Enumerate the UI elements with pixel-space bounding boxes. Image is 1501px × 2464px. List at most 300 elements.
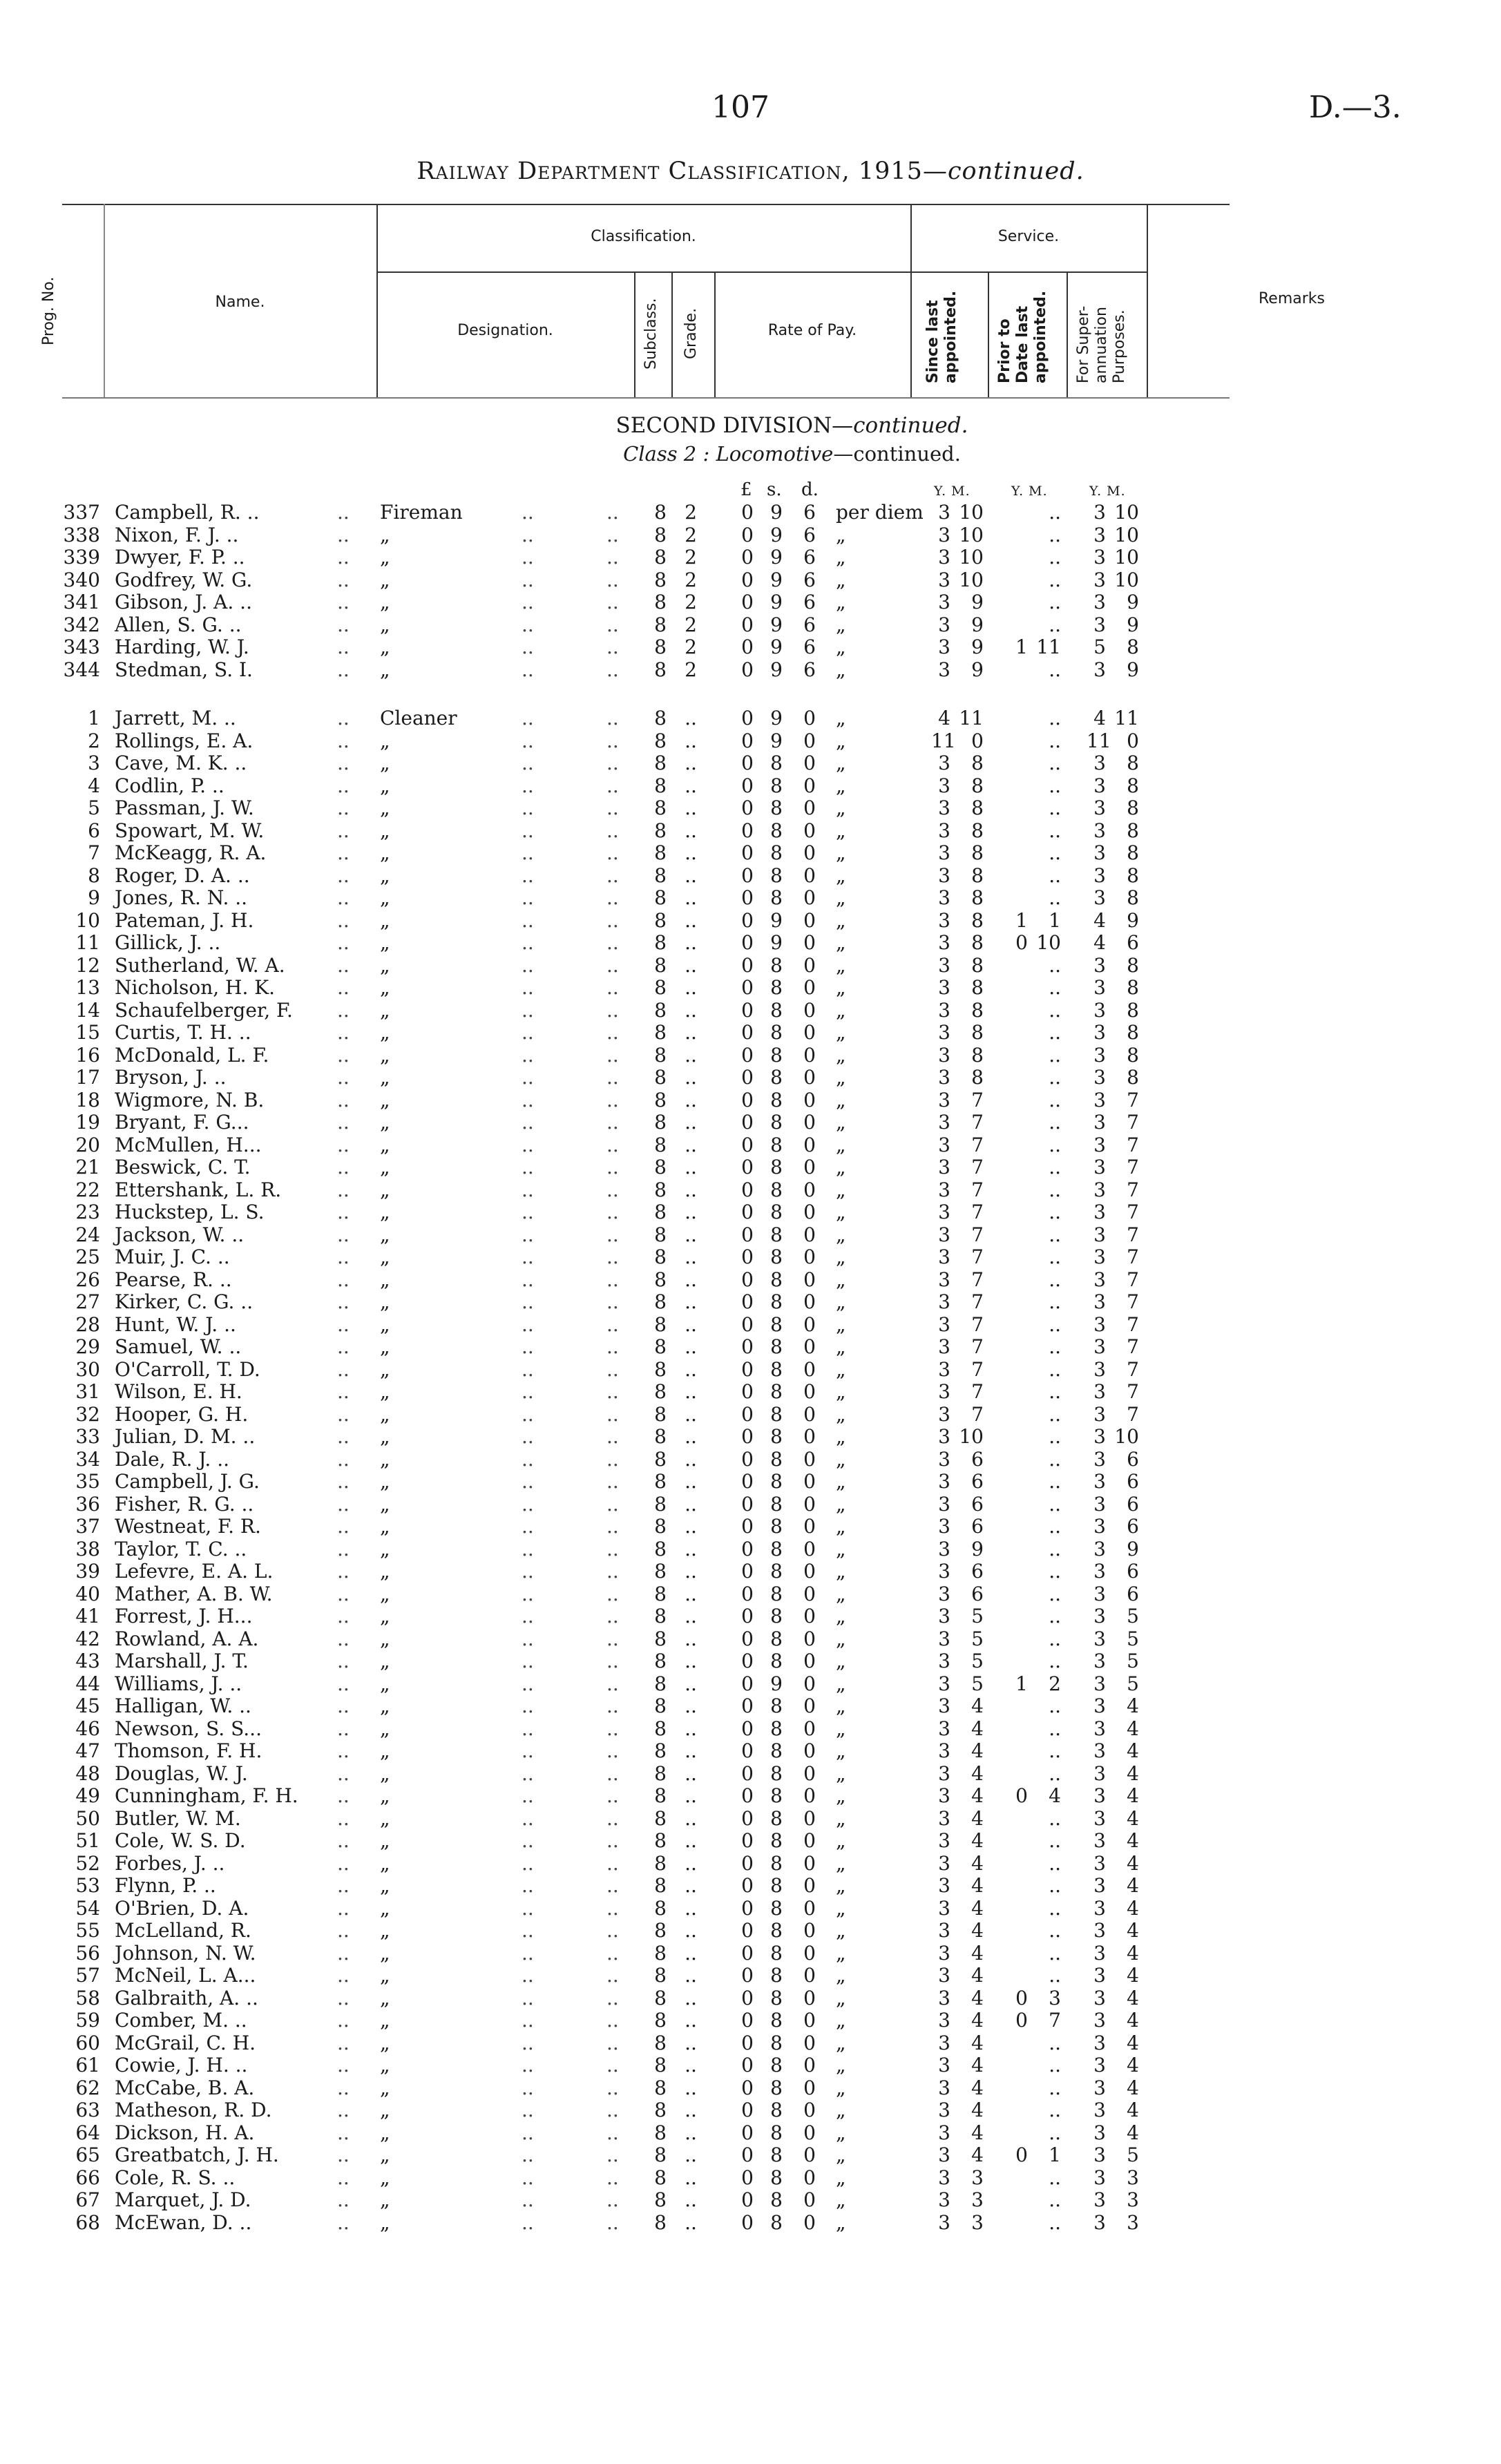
leader-dots: .. (337, 1402, 350, 1426)
leader-dots: .. (337, 796, 350, 819)
leader-dots: .. (606, 1066, 619, 1089)
grade: .. (685, 1986, 697, 2009)
pay-shillings: 8 (770, 1425, 783, 1448)
staff-name: Beswick, C. T. (115, 1156, 251, 1178)
leader-dots: .. (606, 1380, 619, 1403)
super-months: 4 (1127, 1964, 1139, 1987)
grade: 2 (685, 613, 697, 636)
leader-dots: .. (606, 658, 619, 681)
staff-name: Wigmore, N. B. (115, 1088, 265, 1111)
pay-period: „ (836, 2210, 846, 2234)
pay-pounds: 0 (741, 1088, 754, 1111)
designation: „ (380, 976, 390, 999)
since-years: 3 (938, 1739, 950, 1762)
leader-dots: .. (606, 1537, 619, 1560)
table-row (0, 752, 1501, 775)
subclass: 8 (654, 1021, 667, 1044)
since-years: 3 (938, 523, 950, 546)
super-months: 8 (1127, 1066, 1139, 1089)
pay-pounds: 0 (741, 501, 754, 524)
pay-pence: 0 (803, 2143, 816, 2166)
staff-name: Allen, S. G. .. (115, 613, 242, 636)
pay-pounds: 0 (741, 1178, 754, 1201)
designation: „ (380, 1402, 390, 1426)
prog-number: 57 (75, 1964, 100, 1987)
since-years: 3 (938, 1133, 950, 1156)
subclass: 8 (654, 1829, 667, 1852)
subclass: 8 (654, 796, 667, 819)
pay-shillings: 8 (770, 1402, 783, 1426)
leader-dots: .. (606, 1627, 619, 1650)
table-row (0, 775, 1501, 798)
leader-dots: .. (522, 1447, 534, 1471)
table-row (0, 1449, 1501, 1471)
leader-dots: .. (522, 2099, 534, 2121)
super-months: 10 (1114, 501, 1139, 524)
since-months: 8 (971, 1066, 984, 1089)
super-months: 8 (1127, 863, 1139, 887)
staff-name: Codlin, P. .. (115, 774, 224, 797)
designation: „ (380, 1537, 390, 1560)
pay-period: „ (836, 1088, 846, 1111)
prior-months: .. (1049, 568, 1061, 591)
table-row (0, 2189, 1501, 2212)
since-years: 3 (938, 841, 950, 864)
since-years: 3 (938, 1088, 950, 1111)
subclass: 8 (654, 1941, 667, 1965)
staff-name: Gillick, J. .. (115, 931, 221, 954)
pay-pence: 0 (803, 2054, 816, 2076)
leader-dots: .. (606, 1896, 619, 1920)
leader-dots: .. (337, 1582, 350, 1605)
staff-name: Spowart, M. W. (115, 819, 265, 842)
prog-number: 22 (75, 1178, 100, 1201)
prior-months: .. (1049, 1537, 1061, 1560)
staff-name: O'Brien, D. A. (115, 1896, 249, 1920)
pay-shillings: 9 (770, 658, 783, 681)
class-heading (0, 442, 1501, 466)
since-months: 4 (971, 2121, 984, 2144)
since-months: 10 (959, 501, 984, 524)
designation: „ (380, 796, 390, 819)
pay-period: „ (836, 863, 846, 887)
pay-period: „ (836, 976, 846, 999)
super-months: 8 (1127, 998, 1139, 1022)
leader-dots: .. (522, 1829, 534, 1852)
staff-name: Newson, S. S... (115, 1717, 262, 1740)
grade: .. (685, 2031, 697, 2054)
leader-dots: .. (337, 953, 350, 977)
leader-dots: .. (522, 863, 534, 887)
prog-number: 1 (88, 707, 100, 729)
prior-months: .. (1049, 1829, 1061, 1852)
leader-dots: .. (522, 1986, 534, 2009)
grade: .. (685, 1201, 697, 1223)
leader-dots: .. (522, 1784, 534, 1807)
subclass: 8 (654, 1851, 667, 1875)
header-remarks: Remarks (1259, 290, 1325, 307)
pay-pence: 6 (803, 523, 816, 546)
pay-pounds: 0 (741, 1874, 754, 1897)
designation: „ (380, 1919, 390, 1942)
header-top-rule (62, 204, 1230, 205)
grade: .. (685, 1111, 697, 1134)
leader-dots: .. (606, 1447, 619, 1471)
pay-pence: 0 (803, 796, 816, 819)
pay-shillings: 8 (770, 886, 783, 909)
prior-months: .. (1049, 796, 1061, 819)
prog-number: 36 (75, 1492, 100, 1516)
pay-pence: 0 (803, 1560, 816, 1583)
grade: .. (685, 1133, 697, 1156)
leader-dots: .. (522, 2166, 534, 2189)
leader-dots: .. (522, 591, 534, 613)
pay-shillings: 8 (770, 1784, 783, 1807)
prog-number: 64 (75, 2121, 100, 2144)
pay-pounds: 0 (741, 1492, 754, 1516)
leader-dots: .. (606, 1223, 619, 1246)
designation: „ (380, 2210, 390, 2234)
designation: „ (380, 1245, 390, 1268)
prior-months: .. (1049, 1851, 1061, 1875)
super-years: 3 (1093, 1357, 1106, 1381)
super-months: 5 (1127, 1672, 1139, 1695)
designation: „ (380, 2054, 390, 2076)
since-months: 7 (971, 1111, 984, 1134)
prior-months: .. (1049, 1335, 1061, 1358)
super-years: 3 (1093, 1582, 1106, 1605)
pay-pence: 0 (803, 1672, 816, 1695)
prog-number: 42 (75, 1627, 100, 1650)
leader-dots: .. (606, 1156, 619, 1178)
prior-months: .. (1049, 1425, 1061, 1448)
pay-period: „ (836, 931, 846, 954)
subclass: 8 (654, 1515, 667, 1538)
prog-number: 60 (75, 2031, 100, 2054)
prog-number: 44 (75, 1672, 100, 1695)
pay-pounds: 0 (741, 1133, 754, 1156)
subclass: 8 (654, 568, 667, 591)
pay-pence: 0 (803, 998, 816, 1022)
pay-shillings: 8 (770, 1312, 783, 1336)
staff-name: Nicholson, H. K. (115, 976, 276, 999)
grade: .. (685, 2099, 697, 2121)
prog-number: 37 (75, 1515, 100, 1538)
super-months: 7 (1127, 1178, 1139, 1201)
staff-name: Schaufelberger, F. (115, 998, 293, 1022)
super-months: 8 (1127, 796, 1139, 819)
pay-pence: 0 (803, 1268, 816, 1291)
prior-months: 1 (1049, 2143, 1061, 2166)
prior-months: 3 (1049, 1986, 1061, 2009)
staff-name: Mather, A. B. W. (115, 1582, 273, 1605)
leader-dots: .. (522, 819, 534, 842)
leader-dots: .. (522, 1537, 534, 1560)
subclass: 8 (654, 1896, 667, 1920)
pay-pence: 0 (803, 1896, 816, 1920)
prior-months: 4 (1049, 1784, 1061, 1807)
grade: .. (685, 1492, 697, 1516)
leader-dots: .. (606, 1650, 619, 1672)
prior-months: .. (1049, 863, 1061, 887)
designation: „ (380, 2188, 390, 2211)
leader-dots: .. (522, 2076, 534, 2099)
leader-dots: .. (522, 1964, 534, 1987)
pay-shillings: 8 (770, 1111, 783, 1134)
since-months: 4 (971, 1874, 984, 1897)
prior-months: .. (1049, 1245, 1061, 1268)
prog-number: 19 (75, 1111, 100, 1134)
pay-pence: 0 (803, 819, 816, 842)
pay-pounds: 0 (741, 998, 754, 1022)
pay-pounds: 0 (741, 1268, 754, 1291)
super-months: 10 (1114, 546, 1139, 569)
table-row (0, 524, 1501, 547)
leader-dots: .. (522, 1178, 534, 1201)
leader-dots: .. (522, 1627, 534, 1650)
prog-number: 4 (88, 774, 100, 797)
since-months: 9 (971, 636, 984, 658)
leader-dots: .. (337, 2143, 350, 2166)
super-months: 7 (1127, 1156, 1139, 1178)
pay-pence: 0 (803, 1919, 816, 1942)
prior-months: .. (1049, 1111, 1061, 1134)
prog-number: 66 (75, 2166, 100, 2189)
leader-dots: .. (606, 1829, 619, 1852)
pay-pence: 0 (803, 1156, 816, 1178)
since-months: 9 (971, 591, 984, 613)
pay-pounds: 0 (741, 1470, 754, 1493)
table-row (0, 2009, 1501, 2032)
prog-number: 29 (75, 1335, 100, 1358)
pay-pence: 0 (803, 1223, 816, 1246)
staff-name: McDonald, L. F. (115, 1043, 269, 1067)
super-years: 3 (1093, 1380, 1106, 1403)
super-years: 3 (1093, 2188, 1106, 2211)
since-months: 4 (971, 2031, 984, 2054)
grade: .. (685, 1964, 697, 1987)
leader-dots: .. (522, 501, 534, 524)
super-months: 4 (1127, 2054, 1139, 2076)
table-row (0, 502, 1501, 524)
since-years: 3 (938, 752, 950, 774)
super-years: 3 (1093, 796, 1106, 819)
since-years: 3 (938, 2099, 950, 2121)
pay-period: „ (836, 774, 846, 797)
subclass: 8 (654, 2009, 667, 2032)
prior-months: .. (1049, 1896, 1061, 1920)
staff-name: Comber, M. .. (115, 2009, 247, 2032)
leader-dots: .. (337, 1425, 350, 1448)
leader-dots: .. (606, 774, 619, 797)
table-row (0, 2212, 1501, 2235)
pay-period: „ (836, 1290, 846, 1313)
super-months: 4 (1127, 2099, 1139, 2121)
subclass: 8 (654, 953, 667, 977)
prog-number: 342 (63, 613, 100, 636)
staff-name: Muir, J. C. .. (115, 1245, 230, 1268)
designation: „ (380, 2121, 390, 2144)
super-months: 7 (1127, 1290, 1139, 1313)
pay-period: „ (836, 886, 846, 909)
since-months: 8 (971, 774, 984, 797)
prog-number: 341 (63, 591, 100, 613)
prog-number: 65 (75, 2143, 100, 2166)
super-months: 6 (1127, 1560, 1139, 1583)
prior-months: .. (1049, 1694, 1061, 1717)
table-row (0, 1516, 1501, 1538)
pay-pence: 0 (803, 953, 816, 977)
pay-period: „ (836, 1694, 846, 1717)
since-years: 3 (938, 1605, 950, 1627)
table-row (0, 820, 1501, 843)
designation: Cleaner (380, 707, 457, 729)
prior-months: 10 (1036, 931, 1061, 954)
pay-shillings: 8 (770, 774, 783, 797)
pay-shillings: 8 (770, 1874, 783, 1897)
leader-dots: .. (337, 1560, 350, 1583)
super-years: 3 (1093, 2031, 1106, 2054)
table-row (0, 1628, 1501, 1651)
prog-number: 48 (75, 1761, 100, 1785)
pay-period: „ (836, 1874, 846, 1897)
prior-months: .. (1049, 1919, 1061, 1942)
super-months: 8 (1127, 819, 1139, 842)
designation: „ (380, 1066, 390, 1089)
subclass: 8 (654, 2031, 667, 2054)
pay-pounds: 0 (741, 1964, 754, 1987)
subclass: 8 (654, 1964, 667, 1987)
designation: „ (380, 752, 390, 774)
leader-dots: .. (606, 1111, 619, 1134)
staff-name: Bryson, J. .. (115, 1066, 227, 1089)
leader-dots: .. (337, 1066, 350, 1089)
leader-dots: .. (522, 1806, 534, 1830)
since-months: 4 (971, 1694, 984, 1717)
staff-name: Campbell, J. G. (115, 1470, 260, 1493)
leader-dots: .. (606, 1672, 619, 1695)
super-months: 9 (1127, 908, 1139, 932)
pay-pounds: 0 (741, 1784, 754, 1807)
super-months: 4 (1127, 2076, 1139, 2099)
super-months: 8 (1127, 976, 1139, 999)
since-months: 6 (971, 1492, 984, 1516)
pay-pounds: 0 (741, 1223, 754, 1246)
since-years: 3 (938, 1717, 950, 1740)
pay-period: „ (836, 1919, 846, 1942)
pay-pounds: 0 (741, 1515, 754, 1538)
grade: .. (685, 1582, 697, 1605)
since-years: 3 (938, 1694, 950, 1717)
since-years: 3 (938, 2031, 950, 2054)
staff-name: Kirker, C. G. .. (115, 1290, 254, 1313)
table-row (0, 1493, 1501, 1516)
leader-dots: .. (606, 2054, 619, 2076)
super-months: 8 (1127, 1021, 1139, 1044)
table-row (0, 865, 1501, 888)
prior-months: 1 (1049, 908, 1061, 932)
pay-shillings: 8 (770, 2076, 783, 2099)
super-months: 4 (1127, 1851, 1139, 1875)
grade: .. (685, 774, 697, 797)
pay-pence: 0 (803, 1021, 816, 1044)
designation: „ (380, 636, 390, 658)
leader-dots: .. (337, 2121, 350, 2144)
table-row (0, 591, 1501, 614)
prog-number: 38 (75, 1537, 100, 1560)
super-years: 3 (1093, 2121, 1106, 2144)
super-months: 10 (1114, 568, 1139, 591)
pay-pence: 0 (803, 1357, 816, 1381)
pay-period: „ (836, 1447, 846, 1471)
pay-pounds: 0 (741, 1829, 754, 1852)
leader-dots: .. (522, 546, 534, 569)
staff-name: Jones, R. N. .. (115, 886, 248, 909)
leader-dots: .. (606, 1312, 619, 1336)
grade: .. (685, 1784, 697, 1807)
subclass: 8 (654, 1582, 667, 1605)
table-row (0, 1875, 1501, 1898)
pay-pounds: 0 (741, 953, 754, 977)
since-years: 3 (938, 1964, 950, 1987)
super-months: 7 (1127, 1201, 1139, 1223)
super-years: 4 (1093, 931, 1106, 954)
prior-months: .. (1049, 1515, 1061, 1538)
leader-dots: .. (522, 613, 534, 636)
pay-pence: 0 (803, 1739, 816, 1762)
table-row (0, 1942, 1501, 1965)
pay-pence: 0 (803, 1650, 816, 1672)
pay-period: „ (836, 752, 846, 774)
table-row (0, 2054, 1501, 2077)
pay-period: „ (836, 1986, 846, 2009)
leader-dots: .. (522, 1941, 534, 1965)
pay-pence: 0 (803, 1537, 816, 1560)
grade: .. (685, 819, 697, 842)
super-years: 3 (1093, 2054, 1106, 2076)
pay-pounds: 0 (741, 1717, 754, 1740)
table-row (0, 569, 1501, 592)
subclass: 8 (654, 1268, 667, 1291)
pay-pounds: 0 (741, 1941, 754, 1965)
since-months: 3 (971, 2166, 984, 2189)
prog-number: 28 (75, 1312, 100, 1336)
super-months: 3 (1127, 2210, 1139, 2234)
grade: .. (685, 2166, 697, 2189)
table-row (0, 932, 1501, 955)
prior-months: .. (1049, 1806, 1061, 1830)
leader-dots: .. (606, 707, 619, 729)
prior-years: 1 (1015, 636, 1028, 658)
since-years: 3 (938, 1560, 950, 1583)
subclass: 8 (654, 1605, 667, 1627)
pay-pounds: 0 (741, 819, 754, 842)
pay-pounds: 0 (741, 523, 754, 546)
leader-dots: .. (337, 523, 350, 546)
super-years: 3 (1093, 1919, 1106, 1942)
subclass: 8 (654, 1380, 667, 1403)
super-years: 3 (1093, 1515, 1106, 1538)
super-months: 8 (1127, 841, 1139, 864)
pay-period: „ (836, 1380, 846, 1403)
grade: .. (685, 1223, 697, 1246)
leader-dots: .. (522, 636, 534, 658)
super-months: 4 (1127, 1761, 1139, 1785)
prior-months: .. (1049, 2054, 1061, 2076)
designation: „ (380, 1761, 390, 1785)
pay-period: „ (836, 1492, 846, 1516)
header-prior-to-date: Prior to Date last appointed. (996, 290, 1049, 383)
